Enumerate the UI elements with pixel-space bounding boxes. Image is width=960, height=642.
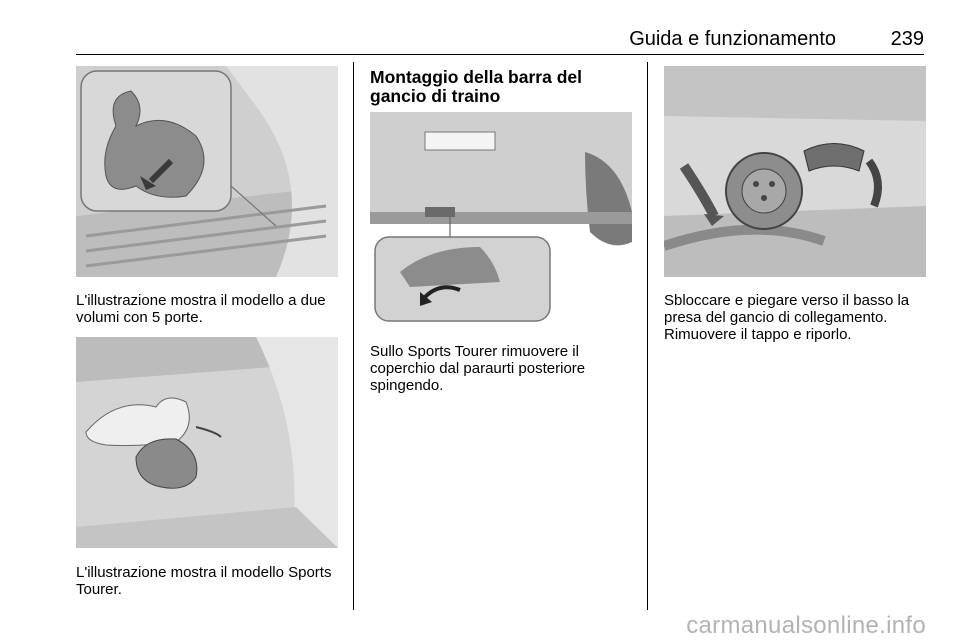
figure-caption: L'illustrazione mostra il modello Sports Tourer. <box>76 564 332 598</box>
page-title: Guida e funzionamento <box>629 28 836 50</box>
column-divider <box>647 62 648 610</box>
figure-caption: L'illustrazione mostra il modello a due volumi con 5 porte. <box>76 292 326 326</box>
trunk-sports-tourer-illustration <box>76 337 338 548</box>
figure-caption: Sbloccare e piegare verso il basso la presa del gancio di collegamento. Rimuovere il tappo e riporlo. <box>664 292 910 343</box>
tow-hook-socket-illustration <box>664 66 926 277</box>
page-number: 239 <box>890 28 924 50</box>
rear-bumper-illustration <box>370 112 632 324</box>
page-header <box>76 28 924 55</box>
watermark-text: carmanualsonline.info <box>686 612 926 639</box>
column-divider <box>353 62 354 610</box>
section-heading: Montaggio della barra del gancio di traino <box>370 67 582 106</box>
trunk-hatchback-illustration <box>76 66 338 277</box>
figure-caption: Sullo Sports Tourer rimuovere il coperchio dal paraurti posteriore spingendo. <box>370 343 586 394</box>
